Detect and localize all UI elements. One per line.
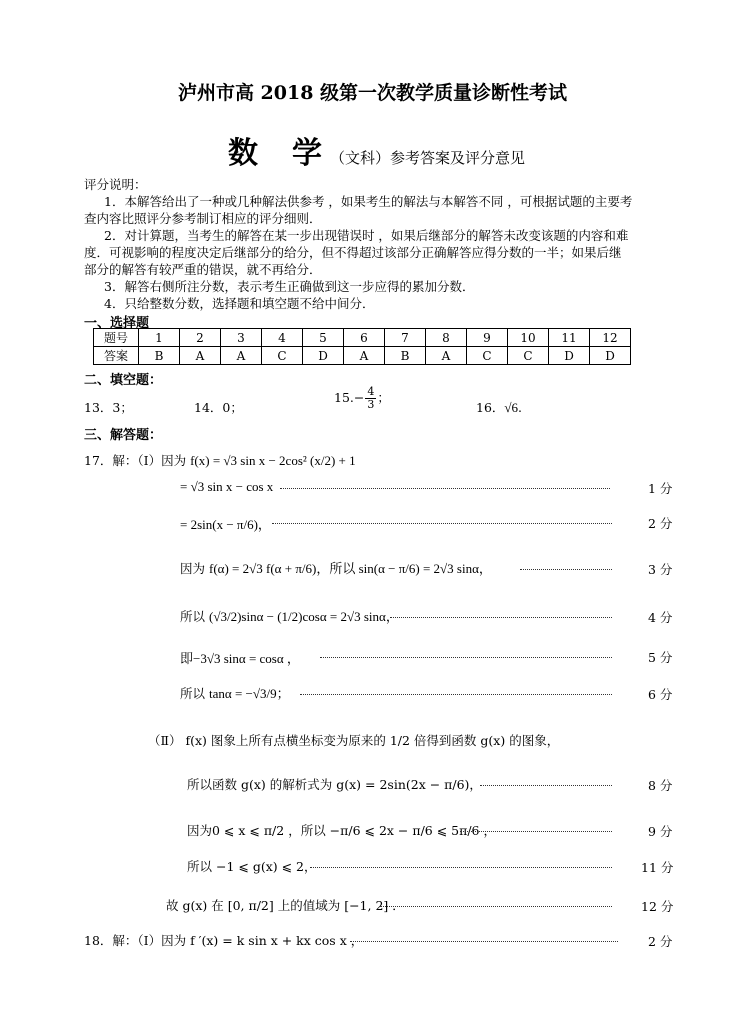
table-cell: 9 xyxy=(467,329,508,347)
score-4: 4 分 xyxy=(648,610,673,625)
leader-dots xyxy=(300,694,612,695)
answer-14: 14．0； xyxy=(194,400,243,415)
section-choice-heading: 一、选择题 xyxy=(84,316,150,331)
table-cell: A xyxy=(426,347,467,365)
notes-heading: 评分说明： xyxy=(84,177,147,192)
q17-step4: 所以 (√3/2)sinα − (1/2)cosα = 2√3 sinα， xyxy=(180,609,399,624)
score-5: 5 分 xyxy=(648,650,673,665)
score-2: 2 分 xyxy=(648,516,673,531)
q17-step12: 故 g(x) 在 [0, π/2] 上的值域为 [−1, 2] ． xyxy=(166,898,405,913)
table-cell: 12 xyxy=(590,329,631,347)
note-1a: 1．本解答给出了一种或几种解法供参考 ，如果考生的解法与本解答不同 ，可根据试题的主要考 xyxy=(104,194,633,209)
table-cell: 6 xyxy=(344,329,385,347)
table-cell: 5 xyxy=(303,329,344,347)
q17-step3: 因为 f(α) = 2√3 f(α + π/6)，所以 sin(α − π/6) = 2√3 sinα， xyxy=(180,561,492,576)
score-3: 3 分 xyxy=(648,562,673,577)
note-2b: 度．可视影响的程度决定后继部分的给分，但不得超过该部分正确解答应得分数的一半；如果后继 xyxy=(84,245,622,260)
table-cell: 11 xyxy=(549,329,590,347)
q17-part2-intro: （Ⅱ） f(x) 图象上所有点横坐标变为原来的 1/2 倍得到函数 g(x) 的图象， xyxy=(148,733,560,748)
q17-step5: 即−3√3 sinα = cosα ， xyxy=(180,651,300,666)
table-row-numbers xyxy=(94,329,631,347)
leader-dots xyxy=(350,941,618,942)
note-2c: 部分的解答有较严重的错误，就不再给分． xyxy=(84,262,322,277)
score-11: 11 分 xyxy=(641,860,674,875)
score-6: 6 分 xyxy=(648,687,673,702)
subject-subtitle: （文科）参考答案及评分意见 xyxy=(330,149,526,167)
table-cell: 7 xyxy=(385,329,426,347)
q17-step1: = √3 sin x − cos x xyxy=(180,479,274,494)
note-1b: 查内容比照评分参考制订相应的评分细则． xyxy=(84,211,322,226)
score-9: 9 分 xyxy=(648,824,673,839)
section-fill-heading: 二、填空题： xyxy=(84,373,163,388)
table-cell: 2 xyxy=(180,329,221,347)
note-3: 3．解答右侧所注分数，表示考生正确做到这一步应得的累加分数． xyxy=(104,279,475,294)
table-cell: D xyxy=(590,347,631,365)
q17-step2: = 2sin(x − π/6)， xyxy=(180,517,271,532)
answer-15: 15.− $\frac{4}{3}$ ； xyxy=(334,385,390,411)
table-cell: B xyxy=(385,347,426,365)
leader-dots xyxy=(460,831,612,832)
leader-dots xyxy=(380,906,612,907)
table-cell: C xyxy=(508,347,549,365)
table-row-answers xyxy=(94,347,631,365)
note-2a: 2．对计算题，当考生的解答在某一步出现错误时 ，如果后继部分的解答未改变该题的内容和难 xyxy=(104,228,629,243)
table-cell: 4 xyxy=(262,329,303,347)
score-8: 8 分 xyxy=(648,778,673,793)
score-12: 12 分 xyxy=(641,899,674,914)
table-cell: 10 xyxy=(508,329,549,347)
table-cell: A xyxy=(344,347,385,365)
q17-step8: 所以函数 g(x) 的解析式为 g(x) = 2sin(2x − π/6)， xyxy=(187,777,482,792)
score-1: 1 分 xyxy=(648,481,673,496)
note-4: 4．只给整数分数，选择题和填空题不给中间分． xyxy=(104,296,375,311)
score-q18-2: 2 分 xyxy=(648,934,673,949)
leader-dots xyxy=(310,867,612,868)
leader-dots xyxy=(390,617,612,618)
answer-table xyxy=(93,328,631,365)
leader-dots xyxy=(272,523,612,524)
table-cell: D xyxy=(303,347,344,365)
table-cell: 8 xyxy=(426,329,467,347)
leader-dots xyxy=(480,785,612,786)
q18-intro: 18．解：（Ⅰ）因为 f ′(x) = k sin x + kx cos x ， xyxy=(84,933,364,948)
table-cell: 1 xyxy=(139,329,180,347)
q17-intro: 17．解：（Ⅰ）因为 f(x) = √3 sin x − 2cos² (x/2) + 1 xyxy=(84,453,356,468)
exam-title: 泸州市高 2018 级第一次教学质量诊断性考试 xyxy=(177,82,568,104)
answer-16: 16．√6. xyxy=(476,400,523,415)
q17-step9: 因为0 ⩽ x ⩽ π/2 ，所以 −π/6 ⩽ 2x − π/6 ⩽ 5π/6 ， xyxy=(187,823,496,838)
table-header-cell: 答案 xyxy=(94,347,139,365)
table-cell: C xyxy=(262,347,303,365)
table-header-cell: 题号 xyxy=(94,329,139,347)
q17-step11: 所以 −1 ⩽ g(x) ⩽ 2， xyxy=(187,859,317,874)
subject-heading: 数 学 （文科）参考答案及评分意见 xyxy=(228,136,526,171)
table-cell: D xyxy=(549,347,590,365)
table-cell: A xyxy=(221,347,262,365)
table-cell: A xyxy=(180,347,221,365)
table-cell: B xyxy=(139,347,180,365)
leader-dots xyxy=(520,569,612,570)
section-solution-heading: 三、解答题： xyxy=(84,428,163,443)
table-cell: C xyxy=(467,347,508,365)
q17-step6: 所以 tanα = −√3/9； xyxy=(180,686,290,701)
table-cell: 3 xyxy=(221,329,262,347)
leader-dots xyxy=(320,657,612,658)
answer-13: 13．3； xyxy=(84,400,133,415)
leader-dots xyxy=(280,488,610,489)
